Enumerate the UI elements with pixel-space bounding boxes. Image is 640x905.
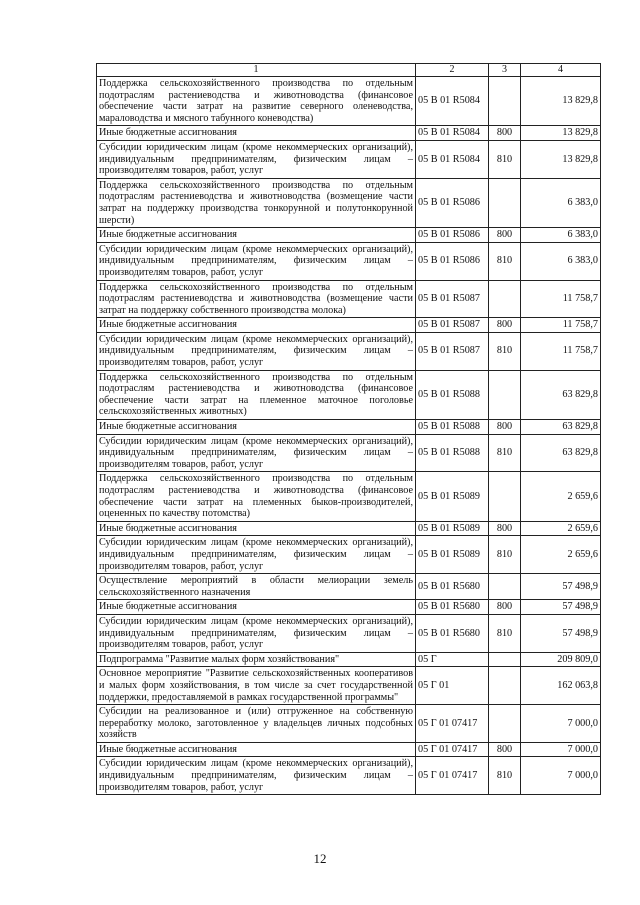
row-name-cell: Поддержка сельскохозяйственного производства по отдельным подотраслям растениеводства и животноводства (возмещение части затрат на поддержку собственного производства молока)	[97, 280, 416, 318]
row-name-cell: Субсидии юридическим лицам (кроме некоммерческих организаций), индивидуальным предпринимателям, физическим лицам – производителям товаров, работ, услуг	[97, 614, 416, 652]
row-code-cell: 05 В 01 R5084	[416, 140, 489, 178]
row-name-cell: Субсидии юридическим лицам (кроме некоммерческих организаций), индивидуальным предпринимателям, физическим лицам – производителям товаров, работ, услуг	[97, 332, 416, 370]
table-row	[97, 472, 601, 521]
row-vr-cell	[489, 705, 521, 743]
row-amount-cell: 6 383,0	[521, 242, 601, 280]
page-number: 12	[313, 851, 327, 866]
row-name-cell: Осуществление мероприятий в области мелиорации земель сельскохозяйственного назначения	[97, 574, 416, 600]
row-name-cell: Иные бюджетные ассигнования	[97, 600, 416, 615]
row-name-cell: Иные бюджетные ассигнования	[97, 420, 416, 435]
header-col-4: 4	[521, 64, 601, 77]
row-name-cell: Субсидии на реализованное и (или) отгруженное на собственную переработку молоко, заготовленное у владельцев личных подсобных хозяйств	[97, 705, 416, 743]
row-code-cell: 05 В 01 R5088	[416, 370, 489, 419]
row-code-cell: 05 В 01 R5088	[416, 420, 489, 435]
row-vr-cell: 800	[489, 521, 521, 536]
row-amount-cell: 162 063,8	[521, 667, 601, 705]
row-name-cell: Субсидии юридическим лицам (кроме некоммерческих организаций), индивидуальным предпринимателям, физическим лицам – производителям товаров, работ, услуг	[97, 242, 416, 280]
budget-table	[96, 63, 601, 795]
row-amount-cell: 13 829,8	[521, 126, 601, 141]
row-name-cell: Поддержка сельскохозяйственного производства по отдельным подотраслям растениеводства и животноводства (возмещение части затрат на поддержку производства тонкорунной и полутонкорунной шерсти)	[97, 178, 416, 227]
row-name-cell: Субсидии юридическим лицам (кроме некоммерческих организаций), индивидуальным предпринимателям, физическим лицам – производителям товаров, работ, услуг	[97, 536, 416, 574]
row-vr-cell	[489, 652, 521, 667]
table-row	[97, 434, 601, 472]
row-vr-cell: 800	[489, 742, 521, 757]
header-col-2: 2	[416, 64, 489, 77]
row-amount-cell: 2 659,6	[521, 536, 601, 574]
row-code-cell: 05 В 01 R5084	[416, 126, 489, 141]
row-amount-cell: 63 829,8	[521, 434, 601, 472]
row-name-cell: Субсидии юридическим лицам (кроме некоммерческих организаций), индивидуальным предпринимателям, физическим лицам – производителям товаров, работ, услуг	[97, 140, 416, 178]
row-name-cell: Поддержка сельскохозяйственного производства по отдельным подотраслям растениеводства и животноводства (финансовое обеспечение части затрат на племенное маточное поголовье сельскохозяйственных животных)	[97, 370, 416, 419]
row-vr-cell	[489, 472, 521, 521]
row-amount-cell: 11 758,7	[521, 318, 601, 333]
table-row	[97, 332, 601, 370]
table-row	[97, 420, 601, 435]
row-amount-cell: 13 829,8	[521, 140, 601, 178]
row-code-cell: 05 В 01 R5089	[416, 536, 489, 574]
row-code-cell: 05 Г 01 07417	[416, 705, 489, 743]
row-vr-cell: 800	[489, 600, 521, 615]
row-vr-cell: 810	[489, 757, 521, 795]
row-code-cell: 05 В 01 R5087	[416, 280, 489, 318]
row-amount-cell: 6 383,0	[521, 178, 601, 227]
table-row	[97, 77, 601, 126]
row-amount-cell: 57 498,9	[521, 574, 601, 600]
budget-table-body	[97, 64, 601, 795]
row-amount-cell: 57 498,9	[521, 600, 601, 615]
table-row	[97, 280, 601, 318]
table-header-row	[97, 64, 601, 77]
header-col-1: 1	[97, 64, 416, 77]
row-code-cell: 05 В 01 R5087	[416, 332, 489, 370]
row-amount-cell: 6 383,0	[521, 228, 601, 243]
row-name-cell: Подпрограмма "Развитие малых форм хозяйствования"	[97, 652, 416, 667]
row-amount-cell: 7 000,0	[521, 705, 601, 743]
row-code-cell: 05 В 01 R5084	[416, 77, 489, 126]
row-amount-cell: 7 000,0	[521, 757, 601, 795]
row-code-cell: 05 В 01 R5086	[416, 178, 489, 227]
row-vr-cell	[489, 574, 521, 600]
row-name-cell: Иные бюджетные ассигнования	[97, 228, 416, 243]
row-amount-cell: 13 829,8	[521, 77, 601, 126]
row-vr-cell: 800	[489, 318, 521, 333]
row-code-cell: 05 Г 01	[416, 667, 489, 705]
table-row	[97, 574, 601, 600]
row-amount-cell: 63 829,8	[521, 420, 601, 435]
table-row	[97, 318, 601, 333]
row-vr-cell: 810	[489, 434, 521, 472]
row-name-cell: Иные бюджетные ассигнования	[97, 742, 416, 757]
row-code-cell: 05 Г 01 07417	[416, 742, 489, 757]
row-vr-cell	[489, 667, 521, 705]
row-name-cell: Субсидии юридическим лицам (кроме некоммерческих организаций), индивидуальным предпринимателям, физическим лицам – производителям товаров, работ, услуг	[97, 757, 416, 795]
row-name-cell: Субсидии юридическим лицам (кроме некоммерческих организаций), индивидуальным предпринимателям, физическим лицам – производителям товаров, работ, услуг	[97, 434, 416, 472]
row-name-cell: Иные бюджетные ассигнования	[97, 521, 416, 536]
row-vr-cell: 800	[489, 420, 521, 435]
row-name-cell: Поддержка сельскохозяйственного производства по отдельным подотраслям растениеводства и животноводства (финансовое обеспечение части затрат на племенных быков-производителей, оцененных по качеству потомства)	[97, 472, 416, 521]
row-vr-cell: 800	[489, 126, 521, 141]
row-amount-cell: 2 659,6	[521, 521, 601, 536]
row-vr-cell: 800	[489, 228, 521, 243]
row-code-cell: 05 В 01 R5089	[416, 472, 489, 521]
row-vr-cell: 810	[489, 140, 521, 178]
table-row	[97, 126, 601, 141]
row-code-cell: 05 В 01 R5680	[416, 574, 489, 600]
row-code-cell: 05 В 01 R5086	[416, 242, 489, 280]
table-row	[97, 178, 601, 227]
table-row	[97, 140, 601, 178]
table-row	[97, 370, 601, 419]
row-code-cell: 05 В 01 R5680	[416, 614, 489, 652]
row-name-cell: Иные бюджетные ассигнования	[97, 318, 416, 333]
table-row	[97, 536, 601, 574]
row-amount-cell: 209 809,0	[521, 652, 601, 667]
header-col-3: 3	[489, 64, 521, 77]
table-row	[97, 757, 601, 795]
table-row	[97, 614, 601, 652]
row-amount-cell: 7 000,0	[521, 742, 601, 757]
table-row	[97, 242, 601, 280]
row-amount-cell: 11 758,7	[521, 280, 601, 318]
row-vr-cell	[489, 280, 521, 318]
row-amount-cell: 11 758,7	[521, 332, 601, 370]
row-amount-cell: 57 498,9	[521, 614, 601, 652]
row-code-cell: 05 Г	[416, 652, 489, 667]
table-row	[97, 705, 601, 743]
row-vr-cell: 810	[489, 332, 521, 370]
row-vr-cell: 810	[489, 536, 521, 574]
table-row	[97, 228, 601, 243]
table-row	[97, 652, 601, 667]
row-amount-cell: 63 829,8	[521, 370, 601, 419]
row-code-cell: 05 В 01 R5087	[416, 318, 489, 333]
table-row	[97, 600, 601, 615]
row-name-cell: Поддержка сельскохозяйственного производства по отдельным подотраслям растениеводства и животноводства (финансовое обеспечение части затрат на развитие северного оленеводства, мараловодства и мясного табунного коневодства)	[97, 77, 416, 126]
row-code-cell: 05 В 01 R5089	[416, 521, 489, 536]
row-code-cell: 05 В 01 R5086	[416, 228, 489, 243]
table-row	[97, 742, 601, 757]
table-row	[97, 521, 601, 536]
row-vr-cell	[489, 77, 521, 126]
table-row	[97, 667, 601, 705]
row-name-cell: Основное мероприятие "Развитие сельскохозяйственных кооперативов и малых форм хозяйствования, в том числе за счет государственной поддержки, предоставляемой в рамках государственной программы"	[97, 667, 416, 705]
row-code-cell: 05 В 01 R5088	[416, 434, 489, 472]
row-vr-cell	[489, 370, 521, 419]
row-amount-cell: 2 659,6	[521, 472, 601, 521]
row-vr-cell: 810	[489, 242, 521, 280]
row-code-cell: 05 В 01 R5680	[416, 600, 489, 615]
row-vr-cell	[489, 178, 521, 227]
row-name-cell: Иные бюджетные ассигнования	[97, 126, 416, 141]
row-vr-cell: 810	[489, 614, 521, 652]
row-code-cell: 05 Г 01 07417	[416, 757, 489, 795]
